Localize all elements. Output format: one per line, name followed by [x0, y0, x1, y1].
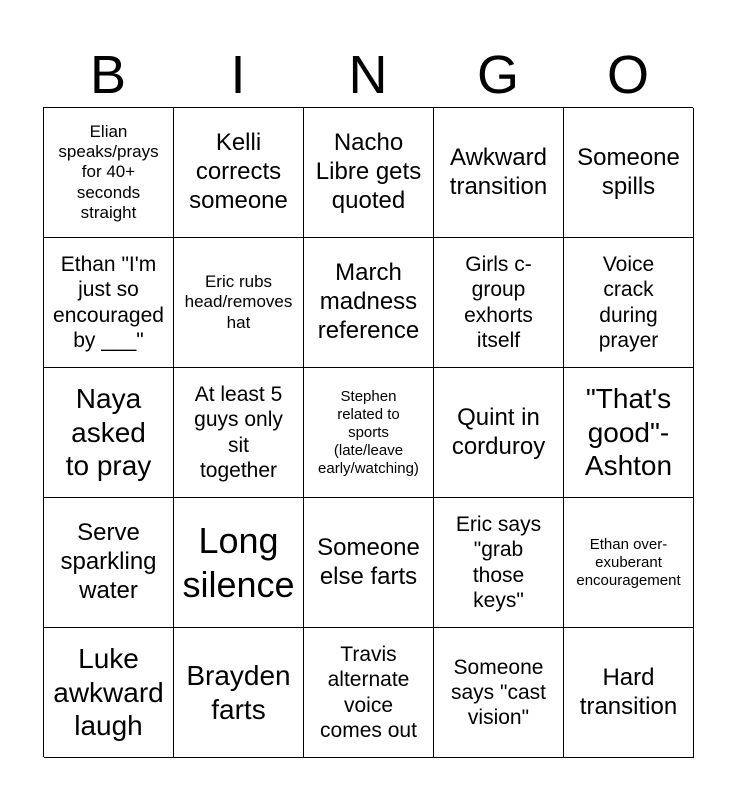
- bingo-cell[interactable]: [174, 368, 304, 498]
- cell-text: Someone spills: [577, 143, 680, 200]
- cell-text: At least 5 guys only sit together: [194, 383, 283, 482]
- bingo-header: [43, 44, 693, 106]
- header-letter-b: B: [89, 45, 127, 105]
- cell-text: Long silence: [182, 520, 295, 605]
- header-letter-n: N: [348, 45, 388, 105]
- cell-text: Stephen related to sports (late/leave early/watching): [318, 387, 419, 477]
- bingo-cell[interactable]: [434, 628, 564, 758]
- bingo-cell[interactable]: [304, 238, 434, 368]
- bingo-cell[interactable]: [564, 498, 694, 628]
- cell-text: Travis alternate voice comes out: [320, 643, 417, 742]
- bingo-cell[interactable]: [304, 628, 434, 758]
- bingo-cell[interactable]: [564, 238, 694, 368]
- cell-text: March madness reference: [317, 259, 420, 344]
- cell-text: "That's good"- Ashton: [584, 383, 673, 482]
- cell-text: Hard transition: [579, 663, 678, 720]
- cell-text: Elian speaks/prays for 40+ seconds straight: [58, 121, 159, 223]
- bingo-cell[interactable]: [174, 628, 304, 758]
- bingo-cell[interactable]: [564, 628, 694, 758]
- cell-text: Someone says "cast vision": [451, 655, 546, 730]
- bingo-cell[interactable]: [434, 498, 564, 628]
- cell-text: Someone else farts: [317, 533, 420, 590]
- cell-text: Quint in corduroy: [451, 403, 546, 460]
- bingo-grid: [43, 107, 693, 757]
- bingo-cell[interactable]: [434, 368, 564, 498]
- bingo-cell[interactable]: [44, 238, 174, 368]
- bingo-cell[interactable]: [434, 238, 564, 368]
- bingo-cell[interactable]: [304, 108, 434, 238]
- bingo-cell[interactable]: [44, 108, 174, 238]
- cell-text: Ethan over- exuberant encouragement: [576, 535, 681, 589]
- bingo-cell[interactable]: [174, 238, 304, 368]
- bingo-cell[interactable]: [44, 628, 174, 758]
- cell-text: Luke awkward laugh: [53, 643, 164, 742]
- header-letter-i: I: [230, 45, 246, 105]
- cell-text: Nacho Libre gets quoted: [315, 129, 422, 214]
- bingo-cell[interactable]: [44, 368, 174, 498]
- bingo-cell[interactable]: [304, 498, 434, 628]
- cell-text: Eric rubs head/removes hat: [184, 271, 293, 332]
- cell-text: Awkward transition: [449, 143, 548, 200]
- bingo-cell[interactable]: [564, 108, 694, 238]
- header-letter-g: G: [476, 45, 519, 105]
- cell-text: Girls c- group exhorts itself: [464, 253, 533, 352]
- bingo-cell[interactable]: [304, 368, 434, 498]
- cell-text: Eric says "grab those keys": [455, 513, 542, 612]
- cell-text: Voice crack during prayer: [598, 253, 659, 352]
- cell-text: Brayden farts: [186, 659, 291, 725]
- bingo-cell[interactable]: [174, 498, 304, 628]
- cell-text: Naya asked to pray: [65, 383, 152, 482]
- bingo-cell[interactable]: [44, 498, 174, 628]
- cell-text: Ethan "I'm just so encouraged by ___": [53, 253, 164, 352]
- cell-text: Serve sparkling water: [60, 519, 157, 604]
- bingo-cell[interactable]: [564, 368, 694, 498]
- bingo-cell[interactable]: [174, 108, 304, 238]
- bingo-cell[interactable]: [434, 108, 564, 238]
- cell-text: Kelli corrects someone: [189, 129, 288, 214]
- header-letter-o: O: [606, 45, 649, 105]
